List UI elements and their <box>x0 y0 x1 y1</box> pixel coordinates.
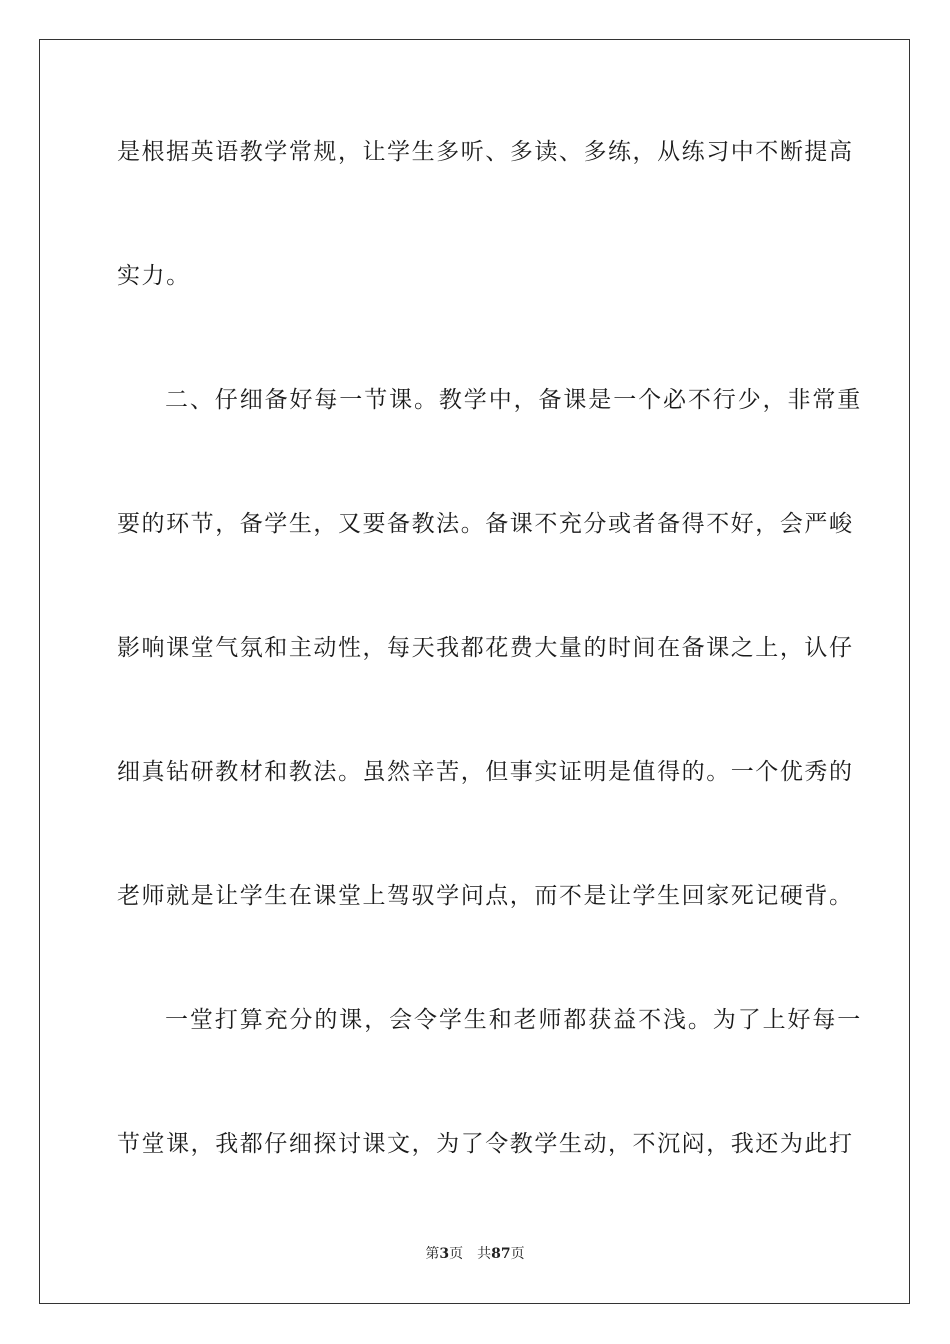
page-footer <box>0 1245 950 1263</box>
body-line-6: 细真钻研教材和教法。虽然辛苦，但事实证明是值得的。一个优秀的 <box>117 759 854 785</box>
body-line-8: 一堂打算充分的课，会令学生和老师都获益不浅。为了上好每一 <box>165 1007 863 1033</box>
body-line-9: 节堂课，我都仔细探讨课文，为了令教学生动，不沉闷，我还为此打 <box>117 1131 854 1157</box>
total-prefix: 共 <box>477 1246 492 1262</box>
page-number: 3 <box>439 1246 450 1262</box>
body-line-7: 老师就是让学生在课堂上驾驭学问点，而不是让学生回家死记硬背。 <box>117 883 854 909</box>
body-line-5: 影响课堂气氛和主动性，每天我都花费大量的时间在备课之上，认仔 <box>117 635 854 661</box>
total-pages: 87 <box>491 1246 511 1262</box>
page-border <box>39 39 910 1304</box>
page-suffix: 页 <box>449 1246 464 1262</box>
body-line-1: 是根据英语教学常规，让学生多听、多读、多练，从练习中不断提高 <box>117 139 854 165</box>
body-line-3: 二、仔细备好每一节课。教学中，备课是一个必不行少，非常重 <box>165 387 863 413</box>
body-line-2: 实力。 <box>117 263 191 289</box>
body-line-4: 要的环节，备学生，又要备教法。备课不充分或者备得不好，会严峻 <box>117 511 854 537</box>
page-prefix: 第 <box>425 1246 440 1262</box>
total-suffix: 页 <box>510 1246 525 1262</box>
